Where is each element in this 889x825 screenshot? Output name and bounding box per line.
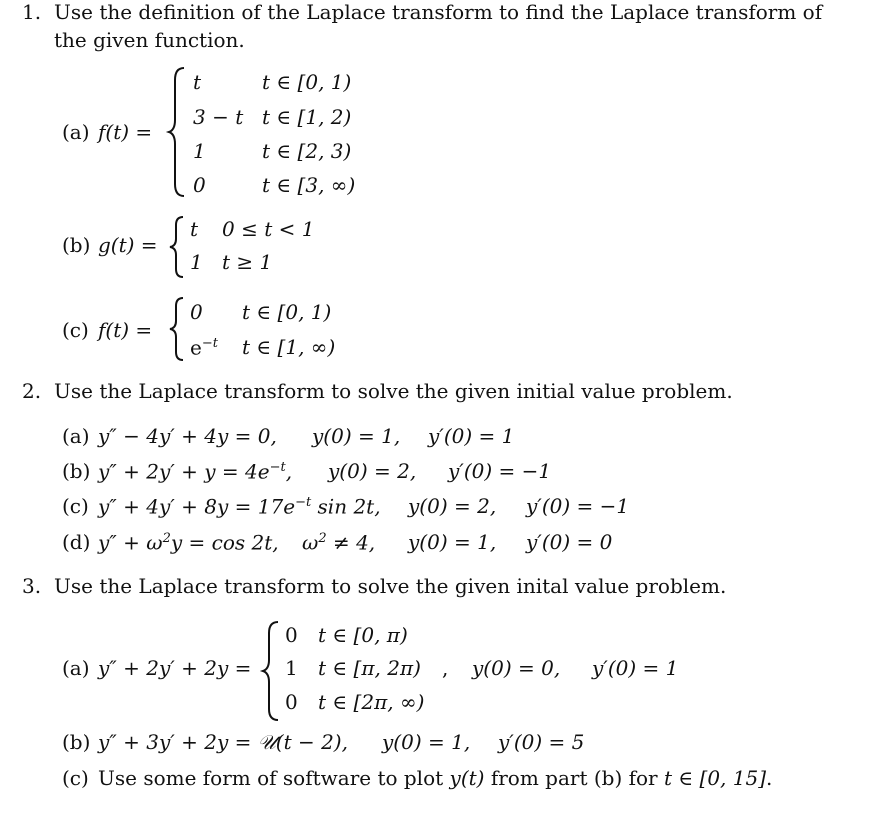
left-brace xyxy=(168,296,188,362)
case-value: 1 xyxy=(193,139,206,163)
left-brace xyxy=(168,66,188,198)
initial-condition: y(0) = 2, xyxy=(408,494,497,518)
problem-1-statement-line2: the given function. xyxy=(54,28,245,52)
case-value: 0 xyxy=(190,300,203,324)
part-label: (d) xyxy=(62,530,91,554)
part-label: (c) xyxy=(62,766,89,790)
case-condition: t ∈ [2, 3) xyxy=(262,139,352,163)
case-value: t xyxy=(190,217,199,241)
part-label: (a) xyxy=(62,656,90,680)
initial-condition: y′(0) = 0 xyxy=(526,530,613,554)
part-label: (b) xyxy=(62,233,91,257)
case-condition: t ∈ [π, 2π) xyxy=(318,656,421,680)
initial-condition: y(0) = 1, xyxy=(312,424,401,448)
case-condition: t ∈ [3, ∞) xyxy=(262,173,356,197)
case-condition: t ∈ [0, π) xyxy=(318,623,408,647)
part-label: (c) xyxy=(62,318,89,342)
case-condition: t ∈ [2π, ∞) xyxy=(318,690,425,714)
initial-condition: y′(0) = 5 xyxy=(498,730,585,754)
case-value: 3 − t xyxy=(193,105,244,129)
case-condition: t ∈ [0, 1) xyxy=(262,70,352,94)
case-value: t xyxy=(193,70,202,94)
part-label: (b) xyxy=(62,459,91,483)
case-value: 0 xyxy=(285,690,298,714)
initial-condition: y(0) = 0, xyxy=(472,656,561,680)
problem-2-number: 2. xyxy=(22,379,42,403)
equation: $y'' + \omega^2y = \cos 2t$, xyxy=(98,530,279,555)
case-condition: t ∈ [0, 1) xyxy=(242,300,332,324)
part-label: (c) xyxy=(62,494,89,518)
case-value: 0 xyxy=(285,623,298,647)
case-condition: t ∈ [1, ∞) xyxy=(242,335,336,359)
problem-3-statement: Use the Laplace transform to solve the given inital value problem. xyxy=(54,574,727,598)
problem-1-statement-line1: Use the definition of the Laplace transform to find the Laplace transform of xyxy=(54,0,823,24)
case-condition: t ∈ [1, 2) xyxy=(262,105,352,129)
initial-condition: y(0) = 1, xyxy=(382,730,471,754)
constraint: $\omega^2 \ne 4$, xyxy=(302,530,376,555)
case-condition: 0 ≤ t < 1 xyxy=(222,217,315,241)
problem-1-number: 1. xyxy=(22,0,42,24)
equation: y″ − 4y′ + 4y = 0, xyxy=(98,424,277,448)
problem-2-statement: Use the Laplace transform to solve the given initial value problem. xyxy=(54,379,733,403)
equation: $y'' + 4y' + 8y = 17e^{-t}$ sin 2t, xyxy=(98,494,381,519)
initial-condition: y′(0) = 1 xyxy=(428,424,515,448)
initial-condition: y(0) = 1, xyxy=(408,530,497,554)
part-label: (a) xyxy=(62,424,90,448)
case-value: $e^{-t}$ xyxy=(190,335,218,360)
equation: y″ + 3y′ + 2y = 𝒰(t − 2), xyxy=(98,730,348,754)
case-value: 1 xyxy=(285,656,298,680)
separator: , xyxy=(442,656,449,680)
case-value: 1 xyxy=(190,250,203,274)
case-value: 0 xyxy=(193,173,206,197)
initial-condition: y′(0) = −1 xyxy=(448,459,552,483)
case-condition: t ≥ 1 xyxy=(222,250,273,274)
initial-condition: y(0) = 2, xyxy=(328,459,417,483)
equation-lhs: y″ + 2y′ + 2y = xyxy=(98,656,252,680)
part-label: (b) xyxy=(62,730,91,754)
function-lhs: f(t) = xyxy=(98,120,153,144)
problem-3-number: 3. xyxy=(22,574,42,598)
part-label: (a) xyxy=(62,120,90,144)
function-lhs: g(t) = xyxy=(98,233,158,257)
equation: $y'' + 2y' + y = 4e^{-t}$, xyxy=(98,459,293,484)
part-text: Use some form of software to plot y(t) from part (b) for t ∈ [0, 15]. xyxy=(98,766,773,790)
initial-condition: y′(0) = 1 xyxy=(592,656,679,680)
initial-condition: y′(0) = −1 xyxy=(526,494,630,518)
left-brace xyxy=(168,215,188,279)
left-brace xyxy=(262,620,282,722)
function-lhs: f(t) = xyxy=(98,318,153,342)
